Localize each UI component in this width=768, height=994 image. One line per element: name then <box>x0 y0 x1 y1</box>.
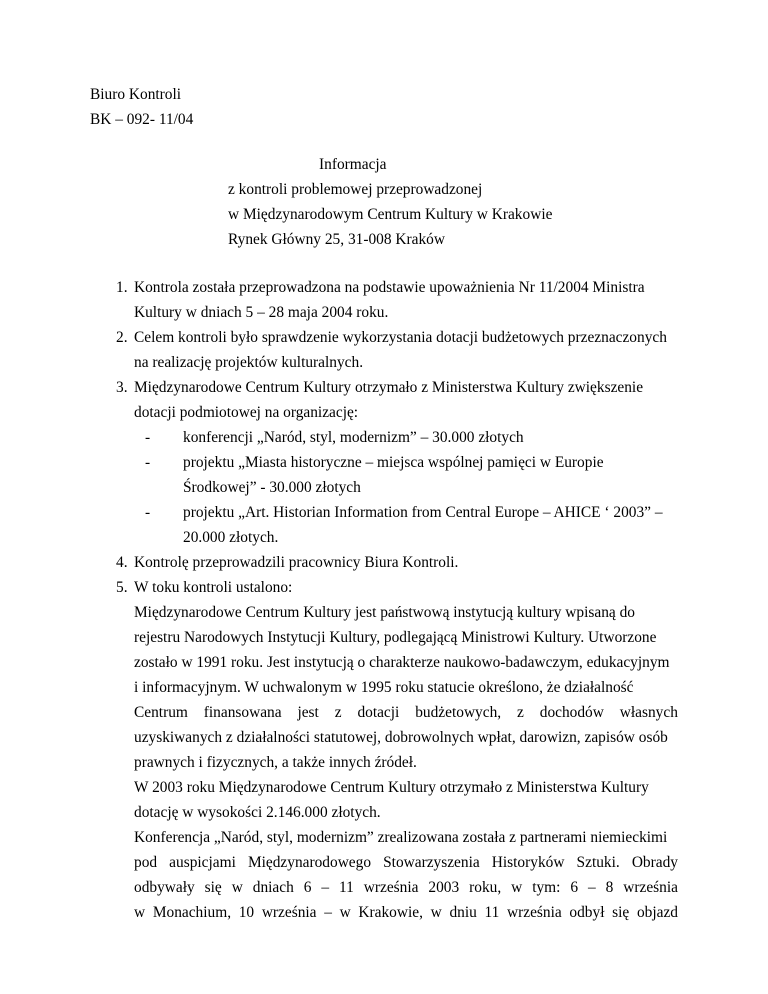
body-line-justified <box>134 879 678 897</box>
word: objazd <box>636 904 678 921</box>
list-item-line: Kultury w dniach 5 – 28 maja 2004 roku. <box>134 304 389 321</box>
word: się <box>612 904 630 921</box>
list-item-line: Międzynarodowe Centrum Kultury otrzymało z Ministerstwa Kultury zwiększenie <box>134 379 644 396</box>
list-item-line: W toku kontroli ustalono: <box>134 579 293 596</box>
sub-item-line: 20.000 złotych. <box>183 529 279 546</box>
word: września <box>507 904 562 921</box>
word: odbywały <box>134 879 195 896</box>
word: Centrum <box>134 704 188 721</box>
office-name: Biuro Kontroli <box>90 86 182 103</box>
sub-item-line: projektu „Art. Historian Information from Central Europe – AHICE ‘ 2003” – <box>183 504 663 521</box>
body-line-justified <box>134 904 678 922</box>
reference-number: BK – 092- 11/04 <box>90 111 194 128</box>
word: – <box>321 879 330 896</box>
word: w <box>339 904 351 921</box>
word: w <box>430 904 442 921</box>
list-item-number: 1. <box>116 279 128 296</box>
word: własnych <box>619 704 678 721</box>
body-line: zostało w 1991 roku. Jest instytucją o charakterze naukowo-badawczym, edukacyjnym <box>134 654 670 671</box>
list-item-number: 3. <box>116 379 128 396</box>
list-item-line: Celem kontroli było sprawdzenie wykorzystania dotacji budżetowych przeznaczonych <box>134 329 667 346</box>
sub-item-dash: - <box>145 504 151 521</box>
document-heading: Informacja <box>319 156 387 173</box>
word: z <box>334 704 342 721</box>
body-line: Międzynarodowe Centrum Kultury jest państwową instytucją kultury wpisaną do <box>134 604 635 621</box>
word: 10 <box>238 904 255 921</box>
body-line-justified <box>134 704 678 722</box>
sub-item-line: Środkowej” - 30.000 złotych <box>183 479 361 496</box>
word: 6 <box>303 879 312 896</box>
word: Monachium, <box>152 904 232 921</box>
body-line: i informacyjnym. W uchwalonym w 1995 roku statucie określono, że działalność <box>134 679 634 696</box>
title-line-3: Rynek Główny 25, 31-008 Kraków <box>228 231 445 248</box>
word: dochodów <box>539 704 604 721</box>
sub-item-line: konferencji „Naród, styl, modernizm” – 30.000 złotych <box>183 429 524 446</box>
word: pod <box>134 854 158 871</box>
sub-item-dash: - <box>145 454 151 471</box>
word: 11 <box>339 879 354 896</box>
word: września <box>363 879 419 896</box>
word: budżetowych, <box>415 704 502 721</box>
list-item-number: 5. <box>116 579 128 596</box>
body-line: prawnych i fizycznych, a także innych źródeł. <box>134 754 417 771</box>
word: w <box>231 879 243 896</box>
list-item-line: dotacji podmiotowej na organizację: <box>134 404 359 421</box>
body-line: uzyskiwanych z działalności statutowej, dobrowolnych wpłat, darowizn, zapisów osób <box>134 729 668 746</box>
word: Międzynarodowego <box>247 854 372 871</box>
list-item-line: Kontrolę przeprowadzili pracownicy Biura Kontroli. <box>134 554 459 571</box>
list-item-number: 4. <box>116 554 128 571</box>
body-line: dotację w wysokości 2.146.000 złotych. <box>134 804 381 821</box>
word: 8 <box>605 879 614 896</box>
title-line-1: z kontroli problemowej przeprowadzonej <box>228 181 483 198</box>
body-line: rejestru Narodowych Instytucji Kultury, podlegającą Ministrowi Kultury. Utworzone <box>134 629 657 646</box>
word: dniach <box>252 879 294 896</box>
word: dniu <box>449 904 477 921</box>
word: tym: <box>532 879 561 896</box>
word: jest <box>297 704 319 721</box>
word: Krakowie, <box>358 904 423 921</box>
list-item-line: Kontrola została przeprowadzona na podstawie upoważnienia Nr 11/2004 Ministra <box>134 279 645 296</box>
word: września <box>623 879 678 896</box>
word: 11 <box>484 904 500 921</box>
word: Sztuki. <box>576 854 620 871</box>
word: Stowarzyszenia <box>383 854 480 871</box>
word: Obrady <box>631 854 678 871</box>
word: – <box>324 904 332 921</box>
word: 6 <box>570 879 579 896</box>
word: finansowana <box>203 704 282 721</box>
list-item-line: na realizację projektów kulturalnych. <box>134 354 364 371</box>
sub-item-line: projektu „Miasta historyczne – miejsca wspólnej pamięci w Europie <box>183 454 604 471</box>
word: się <box>204 879 222 896</box>
list-item-number: 2. <box>116 329 128 346</box>
word: Historyków <box>491 854 565 871</box>
title-line-2: w Międzynarodowym Centrum Kultury w Krakowie <box>228 206 553 223</box>
word: auspicjami <box>169 854 236 871</box>
word: w <box>134 904 146 921</box>
word: roku, <box>469 879 502 896</box>
word: 2003 <box>428 879 460 896</box>
word: września <box>261 904 317 921</box>
word: dotacji <box>357 704 400 721</box>
sub-item-dash: - <box>145 429 151 446</box>
body-line-justified <box>134 854 678 872</box>
word: – <box>587 879 596 896</box>
word: odbył <box>569 904 605 921</box>
body-line: Konferencja „Naród, styl, modernizm” zrealizowana została z partnerami niemieckimi <box>134 829 668 846</box>
body-line: W 2003 roku Międzynarodowe Centrum Kultury otrzymało z Ministerstwa Kultury <box>134 779 649 796</box>
word: w <box>511 879 523 896</box>
word: z <box>517 704 524 721</box>
